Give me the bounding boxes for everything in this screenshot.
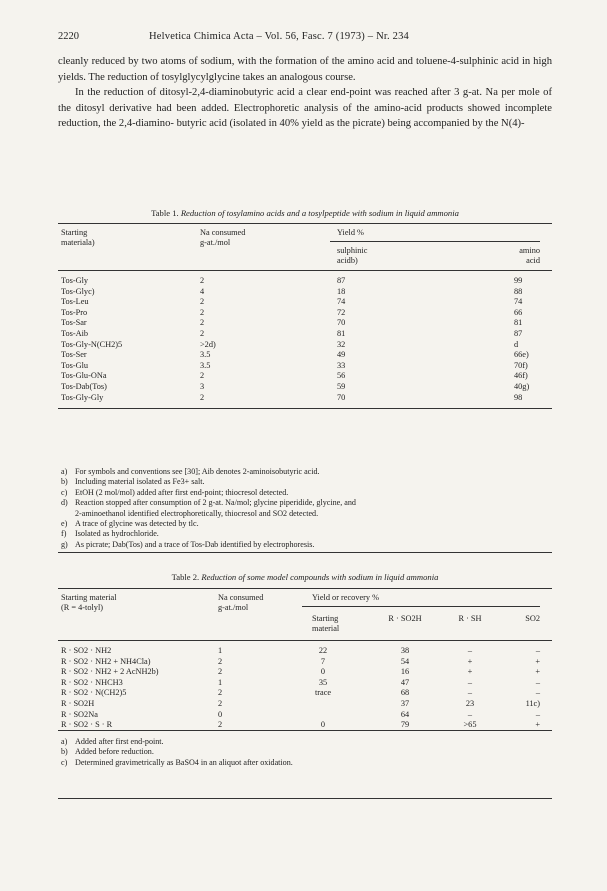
footnote-marker: a) <box>61 737 68 746</box>
table1-bottom-rule <box>58 408 552 409</box>
table2-header-rso2h: R · SO2H <box>388 614 422 623</box>
table1-cell-material: Tos-Gly-Gly <box>61 392 104 402</box>
table2-cell-starting: 7 <box>320 656 326 666</box>
table2-cell-rso2h: 64 <box>400 709 410 719</box>
table2-cell-rsh: – <box>467 646 473 655</box>
table1-cell-na: 2 <box>200 276 205 285</box>
footnote-text: EtOH (2 mol/mol) added after first end-point; thiocresol detected. <box>75 487 289 497</box>
table1-cell-na: 2 <box>200 318 205 328</box>
body-text <box>58 54 552 132</box>
table1-cell-sulphinic: 87 <box>337 276 346 285</box>
table2-cell-na: 2 <box>218 688 223 698</box>
table2-header-starting-material: Starting <box>312 614 339 623</box>
table1-header-sulphinic-acid: acidb) <box>337 256 358 265</box>
table1-cell-sulphinic: 81 <box>337 329 346 338</box>
table2-header-r-def: (R = 4-tolyl) <box>61 603 104 612</box>
table1-cell-na: 2 <box>200 392 205 402</box>
table2-cell-na: 2 <box>218 656 223 666</box>
footnote-marker: f) <box>61 529 67 539</box>
table2-cell-na: 1 <box>218 677 223 687</box>
text-line: butyric acid (isolated in 40% yield as the picrate) being accompanied by the N(4)- <box>176 118 525 130</box>
table2-cell-material: R · SO2 · N(CH2)5 <box>61 688 127 698</box>
table2-cell-rso2h: 54 <box>400 656 410 666</box>
table1-cell-sulphinic: 56 <box>337 371 346 381</box>
text-line: analysis of the amino-acid products showed incomplete reduction, the 2,4-diamino- <box>58 102 552 130</box>
table1-title: Reduction of tosylamino acids and a tosylpeptide with sodium in liquid ammonia <box>180 208 459 218</box>
table2-cell-material: R · SO2 · NH2 <box>61 646 112 655</box>
table2-bottom-rule <box>58 730 552 731</box>
table1-cell-sulphinic: 49 <box>337 350 346 360</box>
table2-cell-starting: 35 <box>318 677 328 687</box>
table2-cell-material: R · SO2 · NH2 + NH4Cla) <box>61 656 151 666</box>
table2-cell-rso2h: 79 <box>400 720 410 730</box>
text-line: after 3 g-at. Na per mole of the ditosyl derivative had been added. Electrophoretic <box>58 87 552 114</box>
table2-cell-rso2h: 68 <box>400 688 410 698</box>
footnote-text: Determined gravimetrically as BaSO4 in an aliquot after oxidation. <box>75 757 293 767</box>
table2-header-na: Na consumed <box>218 593 264 602</box>
table2-cell-so2: + <box>535 667 540 677</box>
table2-cell-so2: + <box>535 656 540 666</box>
table1-cell-na: 3 <box>200 382 205 391</box>
table2-header-starting: Starting material <box>61 593 117 602</box>
table1-cell-na: 3.5 <box>200 350 211 360</box>
table2-cell-rso2h: 47 <box>400 677 410 687</box>
table1-cell-na: >2d) <box>200 339 216 349</box>
table1-cell-na: 4 <box>200 286 205 296</box>
table2-top-rule <box>58 588 552 589</box>
table1-header-starting: Starting <box>61 228 88 237</box>
footnote-text: Including material isolated as Fe3+ salt. <box>75 477 205 487</box>
table1-header-material: materiala) <box>61 238 95 247</box>
table1-cell-na: 2 <box>200 329 205 338</box>
footnote-marker: c) <box>61 487 68 497</box>
table1-cell-material: Tos-Sar <box>61 318 87 328</box>
table2-header-na-unit: g-at./mol <box>218 603 249 612</box>
table2-cell-starting: 0 <box>320 720 326 730</box>
footnote-text: Added before reduction. <box>75 747 154 757</box>
table2-cell-so2: – <box>535 646 540 655</box>
footnote-text: 2-aminoethanol identified electrophoretically, thiocresol and SO2 detected. <box>75 508 319 518</box>
table2-cell-so2: 11c) <box>525 699 540 708</box>
table2-cell-na: 2 <box>218 667 223 677</box>
table1-header-na-unit: g-at./mol <box>200 238 231 247</box>
table2-cell-material: R · SO2Na <box>61 709 98 719</box>
table1-top-rule <box>58 223 552 224</box>
table2-caption <box>58 572 552 582</box>
table2-cell-rsh: + <box>467 667 473 677</box>
table2-cell-na: 0 <box>218 709 223 719</box>
table1-caption <box>58 208 552 218</box>
text-line: In the reduction of ditosyl-2,4-diaminobutyric acid a clear end-point was reached <box>75 87 428 99</box>
table1-cell-na: 2 <box>200 371 205 381</box>
text-line: cleanly reduced by two atoms of sodium, with the formation of the amino acid and <box>58 56 413 67</box>
table2-header-so2: SO2 <box>525 614 540 623</box>
table1-cell-amino: 74 <box>514 297 523 307</box>
table1-end-rule <box>58 552 552 553</box>
table2-header-material: material <box>312 624 340 633</box>
footnote-text: For symbols and conventions see [30]; Aib denotes 2-aminoisobutyric acid. <box>75 467 320 476</box>
table1-cell-na: 3.5 <box>200 360 211 370</box>
table1-cell-material: Tos-Glyc) <box>61 286 95 296</box>
table2-cell-na: 2 <box>218 720 223 730</box>
table2-cell-so2: – <box>535 677 540 687</box>
table1-cell-sulphinic: 18 <box>337 286 346 296</box>
table1-cell-material: Tos-Ser <box>61 350 87 360</box>
table2-cell-so2: – <box>535 709 540 719</box>
table2-cell-rsh: 23 <box>465 699 475 708</box>
table1-cell-material: Tos-Glu <box>61 360 89 370</box>
footnote-text: Reaction stopped after consumption of 2 g-at. Na/mol; glycine piperidide, glycine, and <box>75 498 356 508</box>
table2-label: Table 2. <box>171 572 200 582</box>
table1-cell-amino: 46f) <box>514 371 528 381</box>
footnote-marker: d) <box>61 498 68 508</box>
footnote-marker: b) <box>61 477 68 487</box>
table2-header-yield: Yield or recovery % <box>312 593 380 602</box>
table2-cell-starting: 0 <box>320 667 326 677</box>
table1-cell-amino: 87 <box>514 329 523 338</box>
table2-cell-material: R · SO2 · NHCH3 <box>61 677 123 687</box>
table2-yield-rule <box>302 606 540 607</box>
table1-cell-amino: 70f) <box>514 360 528 370</box>
footnote-text: Added after first end-point. <box>75 737 164 746</box>
table1-cell-sulphinic: 70 <box>337 318 346 328</box>
table2-cell-starting: 22 <box>318 646 328 655</box>
table1-cell-amino: 81 <box>514 318 523 328</box>
table1-cell-material: Tos-Gly <box>61 276 89 285</box>
table1-cell-material: Tos-Aib <box>61 329 89 338</box>
table2-cell-na: 2 <box>218 699 223 708</box>
table1-header-rule <box>58 270 552 271</box>
table2-cell-material: R · SO2 · NH2 + 2 AcNH2b) <box>61 667 159 677</box>
table1-cell-sulphinic: 32 <box>337 339 346 349</box>
table2-cell-rso2h: 37 <box>400 699 410 708</box>
table2-cell-so2: + <box>535 720 540 730</box>
table2-cell-so2: – <box>535 688 540 698</box>
table1-cell-amino: 40g) <box>514 382 530 391</box>
table1-cell-amino: 98 <box>514 392 523 402</box>
table1-cell-amino: 66 <box>514 307 523 317</box>
table1-cell-sulphinic: 33 <box>337 360 346 370</box>
table2-cell-material: R · SO2 · S · R <box>61 720 113 730</box>
table1-cell-sulphinic: 70 <box>337 392 346 402</box>
footnote-text: A trace of glycine was detected by tlc. <box>75 519 199 528</box>
table1-cell-amino: 88 <box>514 286 523 296</box>
table2-end-rule <box>58 798 552 799</box>
table1-header-sulphinic: sulphinic <box>337 246 368 255</box>
table1-cell-material: Tos-Glu-ONa <box>61 371 107 381</box>
journal-title: Helvetica Chimica Acta – Vol. 56, Fasc. 7 (1973) – Nr. 234 <box>149 31 409 42</box>
table1-header-amino: amino <box>519 246 540 255</box>
table1-cell-na: 2 <box>200 297 205 307</box>
table1-cell-material: Tos-Dab(Tos) <box>61 382 107 391</box>
table2-cell-rso2h: 38 <box>400 646 410 655</box>
table2-header-rsh: R · SH <box>458 614 482 623</box>
table2-cell-rsh: >65 <box>463 720 477 730</box>
table1-cell-material: Tos-Leu <box>61 297 89 307</box>
paragraph-1 <box>58 54 552 85</box>
table1-yield-rule <box>330 241 540 242</box>
table1-header-na: Na consumed <box>200 228 246 237</box>
table1-header-amino-acid: acid <box>526 256 540 265</box>
page-number: 2220 <box>58 31 79 42</box>
footnote-marker: a) <box>61 467 68 476</box>
table2-cell-rsh: – <box>467 677 473 687</box>
table2-title: Reduction of some model compounds with sodium in liquid ammonia <box>201 572 439 582</box>
footnote-text: Isolated as hydrochloride. <box>75 529 159 539</box>
text-line: toluene-4-sulphinic acid in high yields. The reduction of tosylglycylglycine takes an <box>58 56 552 83</box>
table1-cell-amino: 99 <box>514 276 523 285</box>
table1-cell-sulphinic: 72 <box>337 307 346 317</box>
footnote-marker: c) <box>61 757 68 767</box>
table1-cell-amino: d <box>514 339 519 349</box>
table1-cell-sulphinic: 59 <box>337 382 346 391</box>
paragraph-2 <box>58 85 552 132</box>
table1-label: Table 1. <box>151 208 179 218</box>
footnote-marker: g) <box>61 539 68 549</box>
table2-cell-na: 1 <box>218 646 223 655</box>
table2-cell-rso2h: 16 <box>400 667 410 677</box>
footnote-text: As picrate; Dab(Tos) and a trace of Tos-Dab identified by electrophoresis. <box>75 539 315 549</box>
table1-cell-material: Tos-Pro <box>61 307 88 317</box>
table2-cell-material: R · SO2H <box>61 699 95 708</box>
table2-cell-rsh: + <box>467 656 473 666</box>
table1-cell-sulphinic: 74 <box>337 297 346 307</box>
footnote-marker: b) <box>61 747 68 757</box>
table2-cell-rsh: – <box>467 688 473 698</box>
table1-cell-na: 2 <box>200 307 205 317</box>
table2-cell-starting: trace <box>314 688 332 698</box>
table2-cell-rsh: – <box>467 709 473 719</box>
text-line: analogous course. <box>279 71 356 83</box>
table2-header-rule <box>58 640 552 641</box>
footnote-marker: e) <box>61 519 68 528</box>
table1-cell-material: Tos-Gly-N(CH2)5 <box>61 339 123 349</box>
table1-header-yield: Yield % <box>337 228 364 237</box>
table1-cell-amino: 66e) <box>514 350 529 360</box>
